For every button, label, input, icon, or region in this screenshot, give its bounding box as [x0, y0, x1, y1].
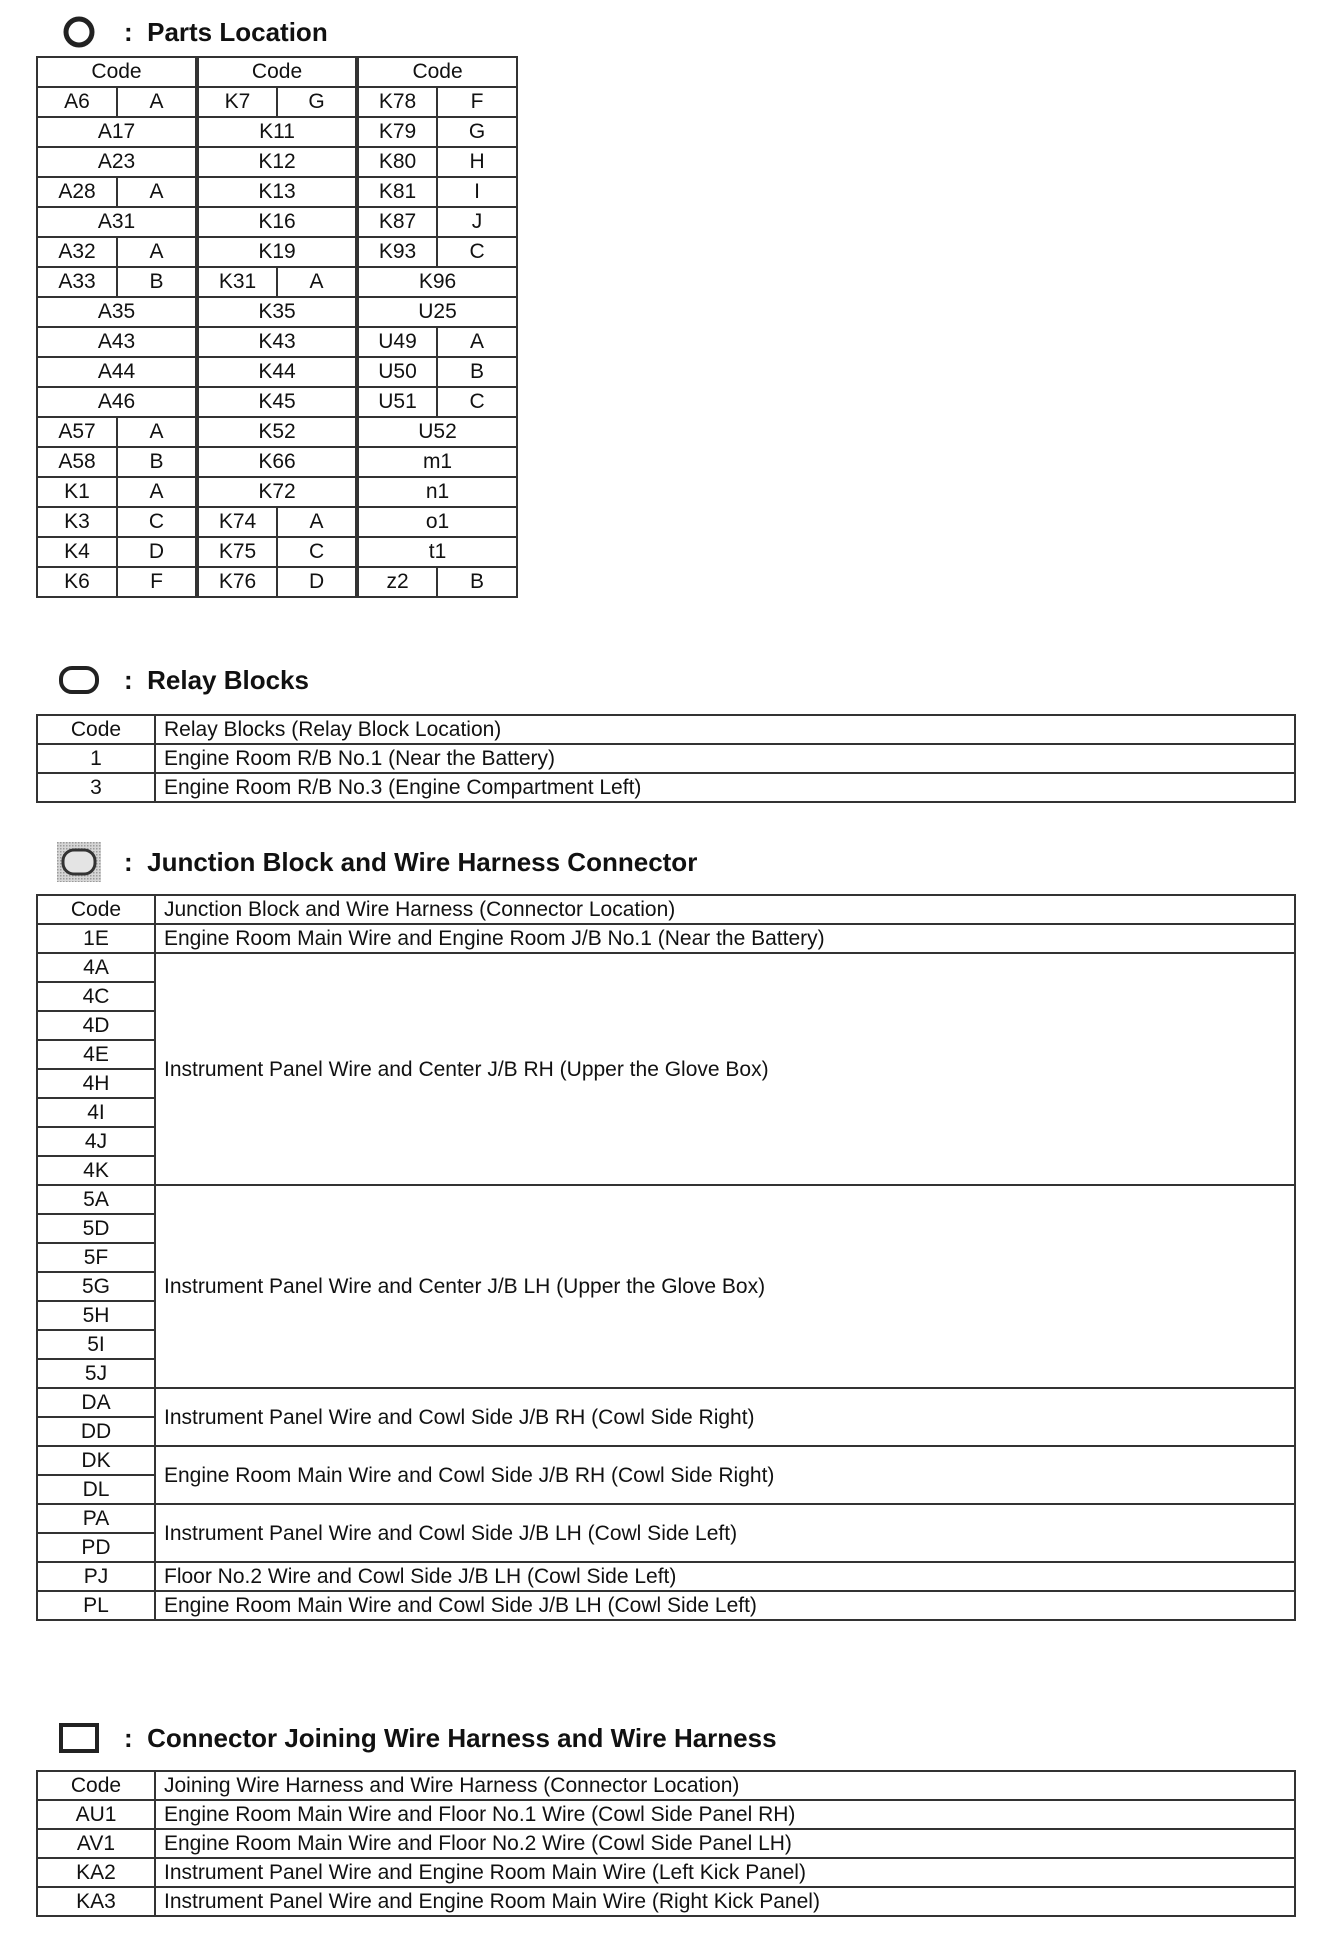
location-description: Instrument Panel Wire and Cowl Side J/B LH (Cowl Side Left): [155, 1504, 1295, 1562]
part-code: K31: [197, 267, 277, 297]
table-row: [37, 357, 517, 387]
connector-code: PL: [37, 1591, 155, 1620]
table-row: [37, 507, 517, 537]
relay-blocks-table: [36, 714, 1296, 803]
part-code: K12: [197, 147, 357, 177]
table-row: [37, 327, 517, 357]
code-header: Code: [37, 57, 197, 87]
part-code: K35: [197, 297, 357, 327]
part-code: o1: [357, 507, 517, 537]
part-location-letter: B: [117, 267, 197, 297]
description-header: Junction Block and Wire Harness (Connector Location): [155, 895, 1295, 924]
part-code: K87: [357, 207, 437, 237]
section-title: : Connector Joining Wire Harness and Wire Harness: [124, 1722, 777, 1753]
table-row: [37, 1185, 1295, 1214]
code-header: Code: [37, 1771, 155, 1800]
part-code: t1: [357, 537, 517, 567]
part-code: K52: [197, 417, 357, 447]
part-code: A31: [37, 207, 197, 237]
location-description: Engine Room Main Wire and Cowl Side J/B LH (Cowl Side Left): [155, 1591, 1295, 1620]
description-header: Joining Wire Harness and Wire Harness (Connector Location): [155, 1771, 1295, 1800]
location-description: Engine Room Main Wire and Floor No.2 Wire (Cowl Side Panel LH): [155, 1829, 1295, 1858]
part-code: U51: [357, 387, 437, 417]
part-location-letter: B: [437, 357, 517, 387]
part-code: A46: [37, 387, 197, 417]
table-row: [37, 1562, 1295, 1591]
table-row: [37, 237, 517, 267]
location-description: Floor No.2 Wire and Cowl Side J/B LH (Cowl Side Left): [155, 1562, 1295, 1591]
part-location-letter: J: [437, 207, 517, 237]
table-row: [37, 773, 1295, 802]
part-code: A43: [37, 327, 197, 357]
connector-code: 1E: [37, 924, 155, 953]
table-row: [37, 744, 1295, 773]
table-row: [37, 447, 517, 477]
connector-code: DL: [37, 1475, 155, 1504]
table-row: [37, 1591, 1295, 1620]
part-code: A6: [37, 87, 117, 117]
part-code: A32: [37, 237, 117, 267]
part-location-letter: A: [117, 417, 197, 447]
part-location-letter: B: [117, 447, 197, 477]
part-code: A35: [37, 297, 197, 327]
table-row: [37, 1800, 1295, 1829]
part-code: U25: [357, 297, 517, 327]
table-row: [37, 417, 517, 447]
part-code: K75: [197, 537, 277, 567]
connector-code: 5A: [37, 1185, 155, 1214]
part-location-letter: C: [277, 537, 357, 567]
part-code: U50: [357, 357, 437, 387]
parts-location-table: [36, 56, 518, 598]
part-code: K44: [197, 357, 357, 387]
part-code: K76: [197, 567, 277, 597]
part-code: U49: [357, 327, 437, 357]
part-code: n1: [357, 477, 517, 507]
part-location-letter: F: [117, 567, 197, 597]
table-row: [37, 177, 517, 207]
joining-connector-table: [36, 1770, 1296, 1917]
section-title: : Relay Blocks: [124, 664, 309, 695]
location-description: Instrument Panel Wire and Engine Room Main Wire (Right Kick Panel): [155, 1887, 1295, 1916]
location-description: Engine Room R/B No.3 (Engine Compartment Left): [155, 773, 1295, 802]
part-location-letter: A: [277, 507, 357, 537]
part-code: K80: [357, 147, 437, 177]
part-location-letter: C: [437, 237, 517, 267]
table-header-row: [37, 895, 1295, 924]
location-description: Instrument Panel Wire and Engine Room Main Wire (Left Kick Panel): [155, 1858, 1295, 1887]
location-description: Instrument Panel Wire and Cowl Side J/B RH (Cowl Side Right): [155, 1388, 1295, 1446]
part-code: K72: [197, 477, 357, 507]
location-description: Instrument Panel Wire and Center J/B LH (Upper the Glove Box): [155, 1185, 1295, 1388]
connector-code: 4H: [37, 1069, 155, 1098]
joining-connector-heading: [56, 1716, 777, 1760]
table-row: [37, 1388, 1295, 1417]
part-code: K1: [37, 477, 117, 507]
connector-code: 5H: [37, 1301, 155, 1330]
relay-blocks-heading: [56, 658, 309, 702]
table-row: [37, 1446, 1295, 1475]
connector-code: AU1: [37, 1800, 155, 1829]
table-row: [37, 1858, 1295, 1887]
part-location-letter: C: [117, 507, 197, 537]
code-header: Code: [197, 57, 357, 87]
location-description: Engine Room R/B No.1 (Near the Battery): [155, 744, 1295, 773]
part-code: K16: [197, 207, 357, 237]
connector-code: 3: [37, 773, 155, 802]
location-description: Engine Room Main Wire and Floor No.1 Wire (Cowl Side Panel RH): [155, 1800, 1295, 1829]
table-row: [37, 924, 1295, 953]
rounded-rect-icon: [56, 662, 102, 698]
table-row: [37, 953, 1295, 982]
part-code: K3: [37, 507, 117, 537]
junction-block-table: [36, 894, 1296, 1621]
part-code: K6: [37, 567, 117, 597]
part-code: K11: [197, 117, 357, 147]
part-location-letter: A: [117, 237, 197, 267]
junction-block-heading: [56, 840, 697, 884]
location-description: Instrument Panel Wire and Center J/B RH (Upper the Glove Box): [155, 953, 1295, 1185]
circle-icon: [56, 14, 102, 50]
part-code: K74: [197, 507, 277, 537]
part-code: K43: [197, 327, 357, 357]
part-location-letter: A: [437, 327, 517, 357]
connector-code: PD: [37, 1533, 155, 1562]
part-code: K78: [357, 87, 437, 117]
connector-code: 4A: [37, 953, 155, 982]
code-header: Code: [37, 895, 155, 924]
part-code: A57: [37, 417, 117, 447]
part-location-letter: F: [437, 87, 517, 117]
part-code: K19: [197, 237, 357, 267]
part-location-letter: G: [437, 117, 517, 147]
part-location-letter: A: [117, 177, 197, 207]
part-code: K93: [357, 237, 437, 267]
table-row: [37, 537, 517, 567]
table-row: [37, 87, 517, 117]
part-code: K79: [357, 117, 437, 147]
connector-code: AV1: [37, 1829, 155, 1858]
table-header-row: [37, 1771, 1295, 1800]
table-row: [37, 117, 517, 147]
connector-code: 5F: [37, 1243, 155, 1272]
connector-code: KA3: [37, 1887, 155, 1916]
location-description: Engine Room Main Wire and Engine Room J/B No.1 (Near the Battery): [155, 924, 1295, 953]
code-header: Code: [357, 57, 517, 87]
table-row: [37, 1887, 1295, 1916]
connector-code: 4E: [37, 1040, 155, 1069]
part-code: A33: [37, 267, 117, 297]
table-header-row: [37, 57, 517, 87]
connector-code: 5D: [37, 1214, 155, 1243]
part-code: K96: [357, 267, 517, 297]
connector-code: 5J: [37, 1359, 155, 1388]
part-location-letter: D: [117, 537, 197, 567]
table-row: [37, 1829, 1295, 1858]
description-header: Relay Blocks (Relay Block Location): [155, 715, 1295, 744]
connector-code: DD: [37, 1417, 155, 1446]
part-code: K4: [37, 537, 117, 567]
part-location-letter: A: [117, 87, 197, 117]
section-title: : Junction Block and Wire Harness Connector: [124, 846, 698, 877]
table-row: [37, 567, 517, 597]
part-location-letter: H: [437, 147, 517, 177]
parts-location-heading: [56, 10, 328, 54]
connector-code: 4J: [37, 1127, 155, 1156]
connector-code: 1: [37, 744, 155, 773]
part-location-letter: A: [277, 267, 357, 297]
square-icon: [56, 1720, 102, 1756]
shaded-oval-icon: [56, 844, 102, 880]
part-code: A44: [37, 357, 197, 387]
part-code: K13: [197, 177, 357, 207]
part-location-letter: B: [437, 567, 517, 597]
table-row: [37, 267, 517, 297]
part-location-letter: I: [437, 177, 517, 207]
part-code: U52: [357, 417, 517, 447]
connector-code: KA2: [37, 1858, 155, 1887]
connector-code: 4K: [37, 1156, 155, 1185]
part-code: A17: [37, 117, 197, 147]
table-row: [37, 207, 517, 237]
connector-code: DK: [37, 1446, 155, 1475]
table-header-row: [37, 715, 1295, 744]
part-code: A23: [37, 147, 197, 177]
connector-code: PJ: [37, 1562, 155, 1591]
table-row: [37, 297, 517, 327]
part-code: K81: [357, 177, 437, 207]
part-location-letter: C: [437, 387, 517, 417]
table-row: [37, 477, 517, 507]
table-row: [37, 147, 517, 177]
part-code: m1: [357, 447, 517, 477]
location-description: Engine Room Main Wire and Cowl Side J/B RH (Cowl Side Right): [155, 1446, 1295, 1504]
part-location-letter: G: [277, 87, 357, 117]
part-location-letter: D: [277, 567, 357, 597]
part-code: K7: [197, 87, 277, 117]
code-header: Code: [37, 715, 155, 744]
connector-code: DA: [37, 1388, 155, 1417]
connector-code: 4C: [37, 982, 155, 1011]
connector-code: PA: [37, 1504, 155, 1533]
part-code: K66: [197, 447, 357, 477]
connector-code: 5G: [37, 1272, 155, 1301]
part-code: z2: [357, 567, 437, 597]
part-location-letter: A: [117, 477, 197, 507]
part-code: K45: [197, 387, 357, 417]
section-title: : Parts Location: [124, 16, 328, 47]
part-code: A58: [37, 447, 117, 477]
connector-code: 4D: [37, 1011, 155, 1040]
connector-code: 5I: [37, 1330, 155, 1359]
table-row: [37, 387, 517, 417]
part-code: A28: [37, 177, 117, 207]
table-row: [37, 1504, 1295, 1533]
connector-code: 4I: [37, 1098, 155, 1127]
